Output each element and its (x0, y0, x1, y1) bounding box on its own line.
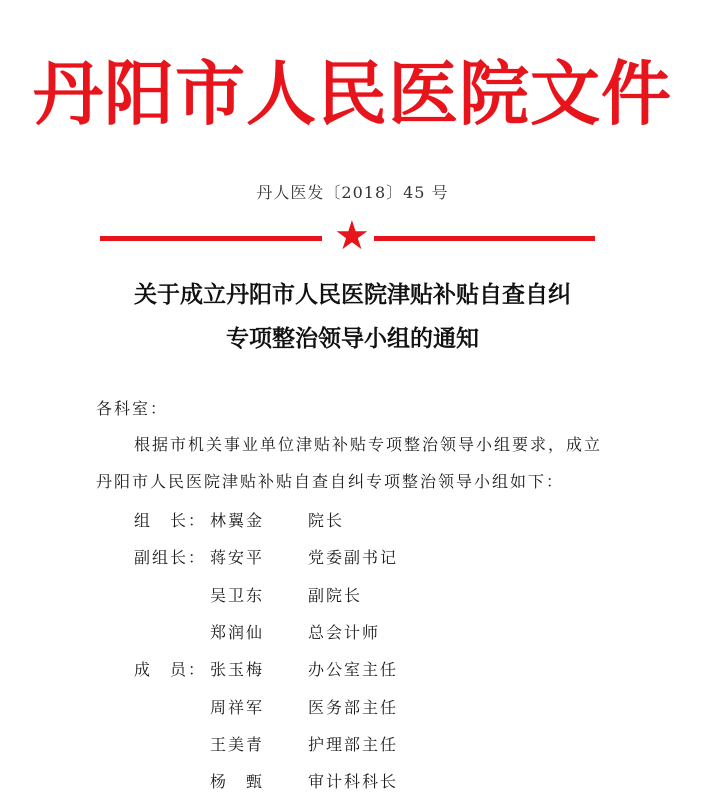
red-star-icon: ★ (334, 213, 370, 259)
member-name: 杨 甄 (210, 772, 265, 791)
member-position: 总会计师 (308, 623, 381, 642)
member-role: 成 员： (134, 660, 207, 679)
member-position: 医务部主任 (308, 698, 399, 717)
document-masthead: 丹阳市人民医院文件 (33, 53, 672, 135)
notice-title-line-2: 专项整治领导小组的通知 (226, 326, 479, 352)
notice-title-line-1: 关于成立丹阳市人民医院津贴补贴自查自纠 (134, 282, 571, 308)
member-position: 护理部主任 (308, 735, 399, 754)
header-divider (100, 213, 595, 259)
member-name: 林翼金 (210, 511, 265, 530)
member-role: 副组长： (134, 548, 207, 567)
member-position: 党委副书记 (308, 548, 399, 567)
member-name: 蒋安平 (210, 548, 265, 567)
divider-rule-right (374, 236, 595, 241)
member-name: 张玉梅 (210, 660, 265, 679)
member-name: 吴卫东 (210, 586, 265, 605)
member-position: 办公室主任 (308, 660, 399, 679)
member-position: 副院长 (308, 586, 363, 605)
member-name: 郑润仙 (210, 623, 265, 642)
paragraph-line-2: 丹阳市人民医院津贴补贴自查自纠专项整治领导小组如下： (96, 472, 565, 491)
member-position: 院长 (308, 511, 345, 530)
member-position: 审计科科长 (308, 772, 399, 791)
document-number: 丹人医发〔2018〕45 号 (256, 183, 449, 202)
salutation: 各科室： (96, 399, 169, 418)
member-name: 周祥军 (210, 698, 265, 717)
member-name: 王美青 (210, 735, 265, 754)
member-role: 组 长： (134, 511, 207, 530)
paragraph-line-1: 根据市机关事业单位津贴补贴专项整治领导小组要求，成立 (134, 435, 603, 454)
divider-rule-left (100, 236, 322, 241)
